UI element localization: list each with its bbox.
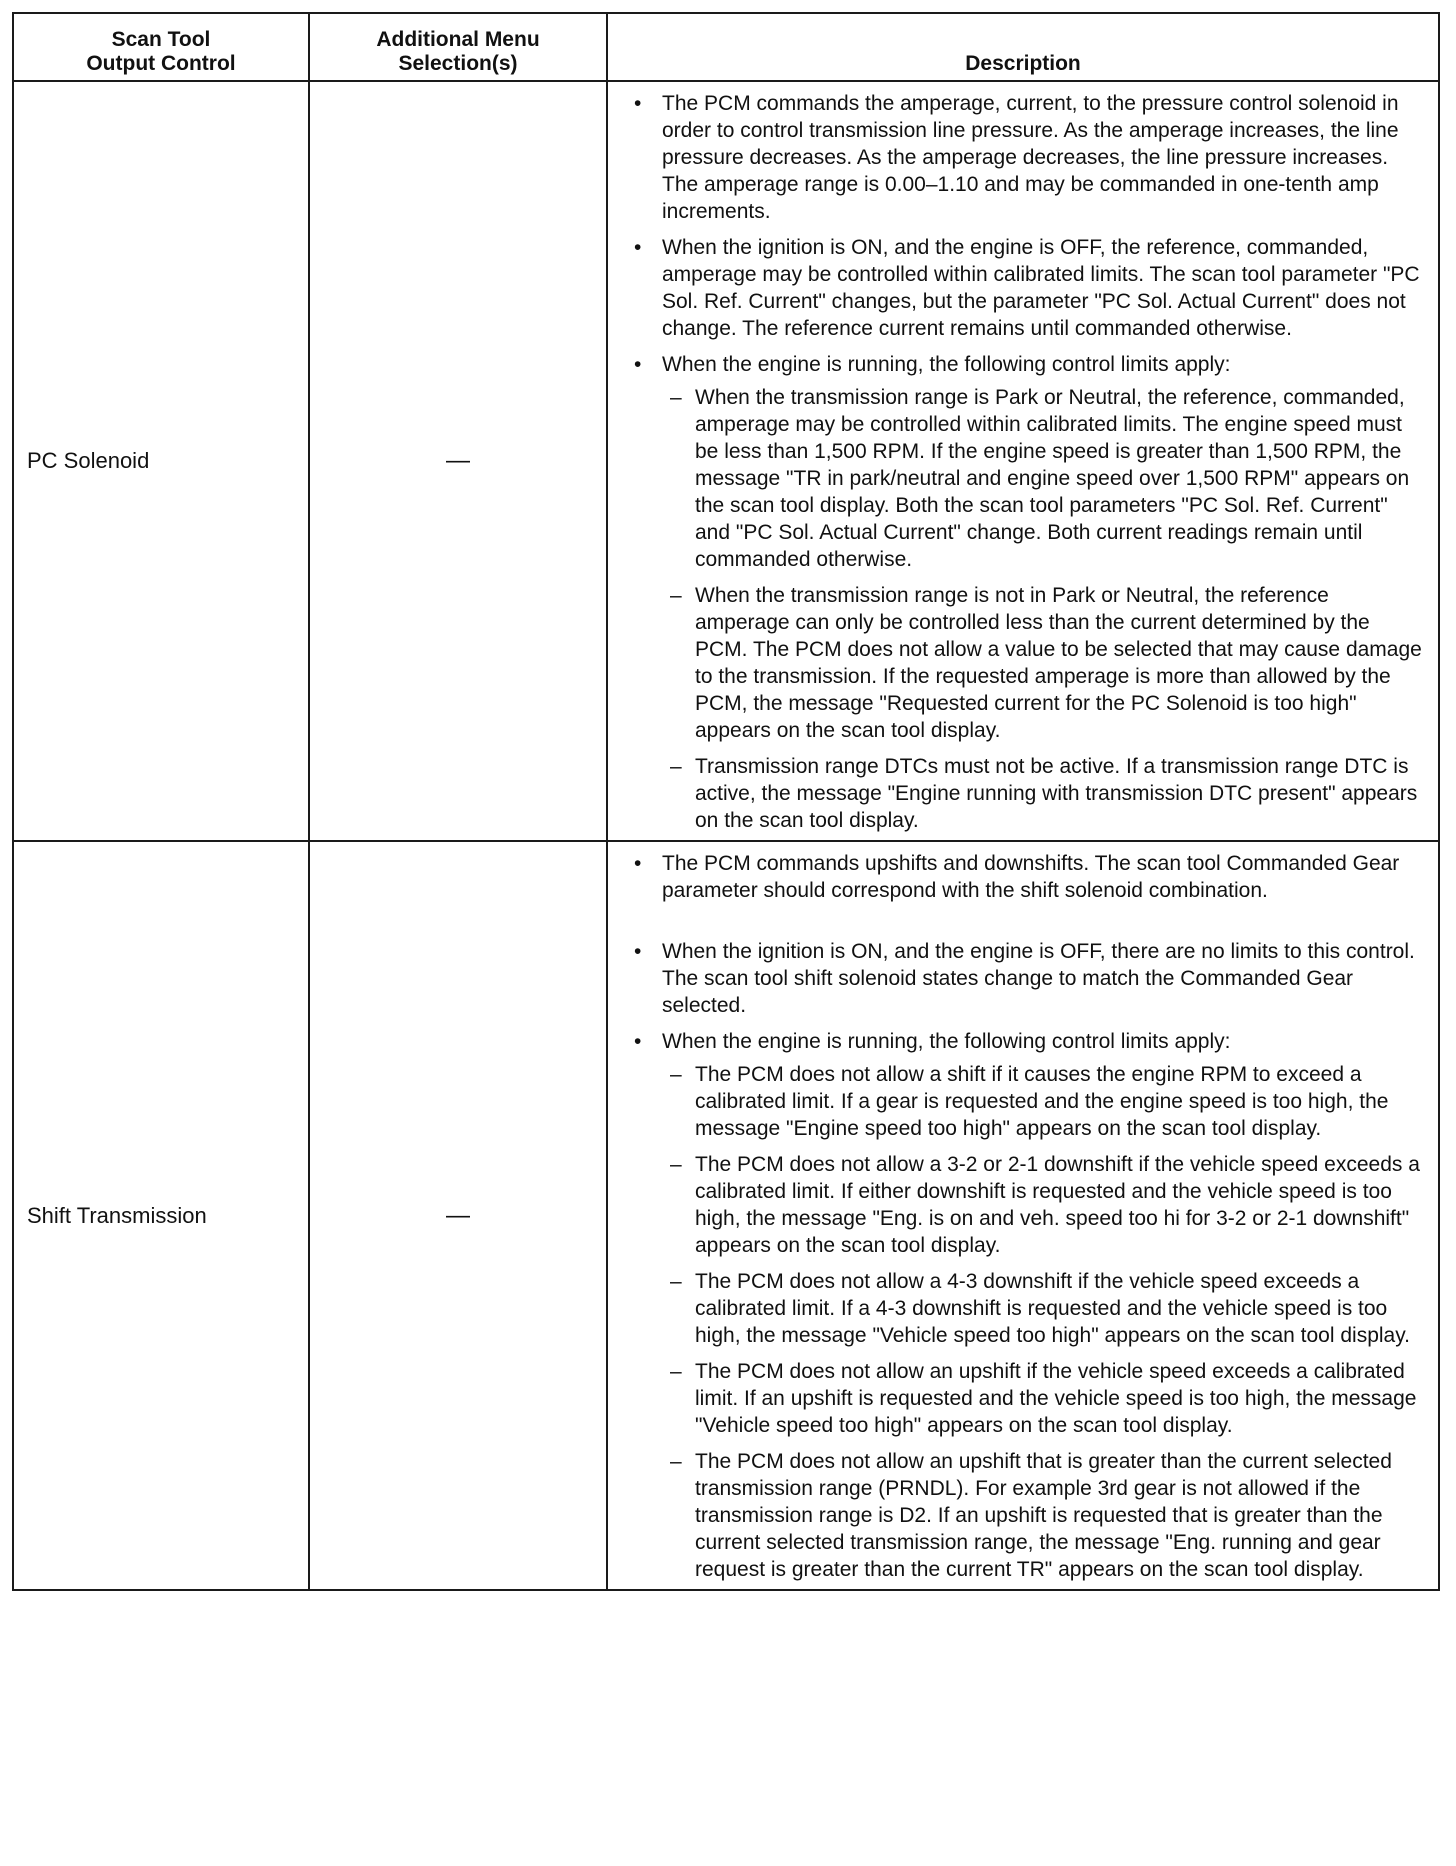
description-bullet: • When the ignition is ON, and the engine is OFF, the reference, commanded, amperage may be controlled within calibrated limits. The scan tool parameter "PC Sol. Ref. Current" changes, but the parameter "PC Sol. Actual Current" does not change. The reference current remains until commanded otherwise. [632,234,1428,342]
description-bullet-text: When the engine is running, the following control limits apply: [662,1030,1231,1053]
header-output-control-line2: Output Control [86,52,236,75]
header-menu-selections [309,13,607,81]
table-row-shift-transmission [13,841,1439,1590]
description-bullet: • The PCM commands upshifts and downshifts. The scan tool Commanded Gear parameter should correspond with the shift solenoid combination. [632,850,1428,904]
table-row-pc-solenoid [13,81,1439,841]
description-bullet-list [632,90,1428,834]
control-limit-item: – The PCM does not allow a 4-3 downshift if the vehicle speed exceeds a calibrated limit. If a 4-3 downshift is requested and the vehicle speed is too high, the message "Vehicle speed too high" appears on the scan tool display. [662,1268,1428,1349]
description-bullet-list [632,850,1428,1583]
description-bullet: • The PCM commands the amperage, current, to the pressure control solenoid in order to control transmission line pressure. As the amperage increases, the line pressure decreases. As the amperage decreases, the line pressure increases. The amperage range is 0.00–1.10 and may be commanded in one-tenth amp increments. [632,90,1428,225]
control-limit-item: – The PCM does not allow a shift if it causes the engine RPM to exceed a calibrated limit. If a gear is requested and the engine speed is too high, the message "Engine speed too high" appears on the scan tool display. [662,1061,1428,1142]
menu-selection-value: — [446,447,470,474]
menu-selection-value: — [446,1201,470,1229]
output-control-table [12,12,1440,1591]
header-row [13,13,1439,81]
description-cell [607,841,1439,1590]
control-limit-item: – When the transmission range is Park or Neutral, the reference, commanded, amperage may be controlled within calibrated limits. The engine speed must be less than 1,500 RPM. If the engine speed is greater than 1,500 RPM, the message "TR in park/neutral and engine speed over 1,500 RPM" appears on the scan tool display. Both the scan tool parameters "PC Sol. Ref. Current" and "PC Sol. Actual Current" change. Both current readings remain until commanded otherwise. [662,384,1428,573]
header-menu-selections-line1: Additional Menu [376,28,540,51]
control-name: Shift Transmission [27,1202,207,1228]
description-bullet-text: When the engine is running, the following control limits apply: [662,353,1231,376]
control-limit-item: – The PCM does not allow an upshift if the vehicle speed exceeds a calibrated limit. If an upshift is requested and the vehicle speed is too high, the message "Vehicle speed too high" appears on the scan tool display. [662,1358,1428,1439]
header-menu-selections-line2: Selection(s) [398,52,518,75]
control-limit-item: – The PCM does not allow a 3-2 or 2-1 downshift if the vehicle speed exceeds a calibrated limit. If either downshift is requested and the vehicle speed is too high, the message "Eng. is on and veh. speed too hi for 3-2 or 2-1 downshift" appears on the scan tool display. [662,1151,1428,1259]
description-bullet [632,351,1428,834]
control-limits-list [662,384,1428,834]
control-limit-item: – When the transmission range is not in Park or Neutral, the reference amperage can only be controlled less than the current determined by the PCM. The PCM does not allow a value to be selected that may cause damage to the transmission. If the requested amperage is more than allowed by the PCM, the message "Requested current for the PC Solenoid is too high" appears on the scan tool display. [662,582,1428,744]
control-name-cell [13,841,309,1590]
control-limit-item: – Transmission range DTCs must not be active. If a transmission range DTC is active, the message "Engine running with transmission DTC present" appears on the scan tool display. [662,753,1428,834]
header-description [607,13,1439,81]
header-description-label: Description [965,52,1081,75]
description-bullet [632,1028,1428,1583]
description-bullet: • When the ignition is ON, and the engine is OFF, there are no limits to this control. The scan tool shift solenoid states change to match the Commanded Gear selected. [632,938,1428,1019]
control-name: PC Solenoid [27,448,150,473]
control-limits-list [662,1061,1428,1583]
description-cell [607,81,1439,841]
control-limit-item: – The PCM does not allow an upshift that is greater than the current selected transmission range (PRNDL). For example 3rd gear is not allowed if the transmission range is D2. If an upshift is requested that is greater than the current selected transmission range, the message "Eng. running and gear request is greater than the current TR" appears on the scan tool display. [662,1448,1428,1583]
menu-selection-cell [309,81,607,841]
header-output-control [13,13,309,81]
control-name-cell [13,81,309,841]
menu-selection-cell [309,841,607,1590]
header-output-control-line1: Scan Tool [111,28,211,51]
